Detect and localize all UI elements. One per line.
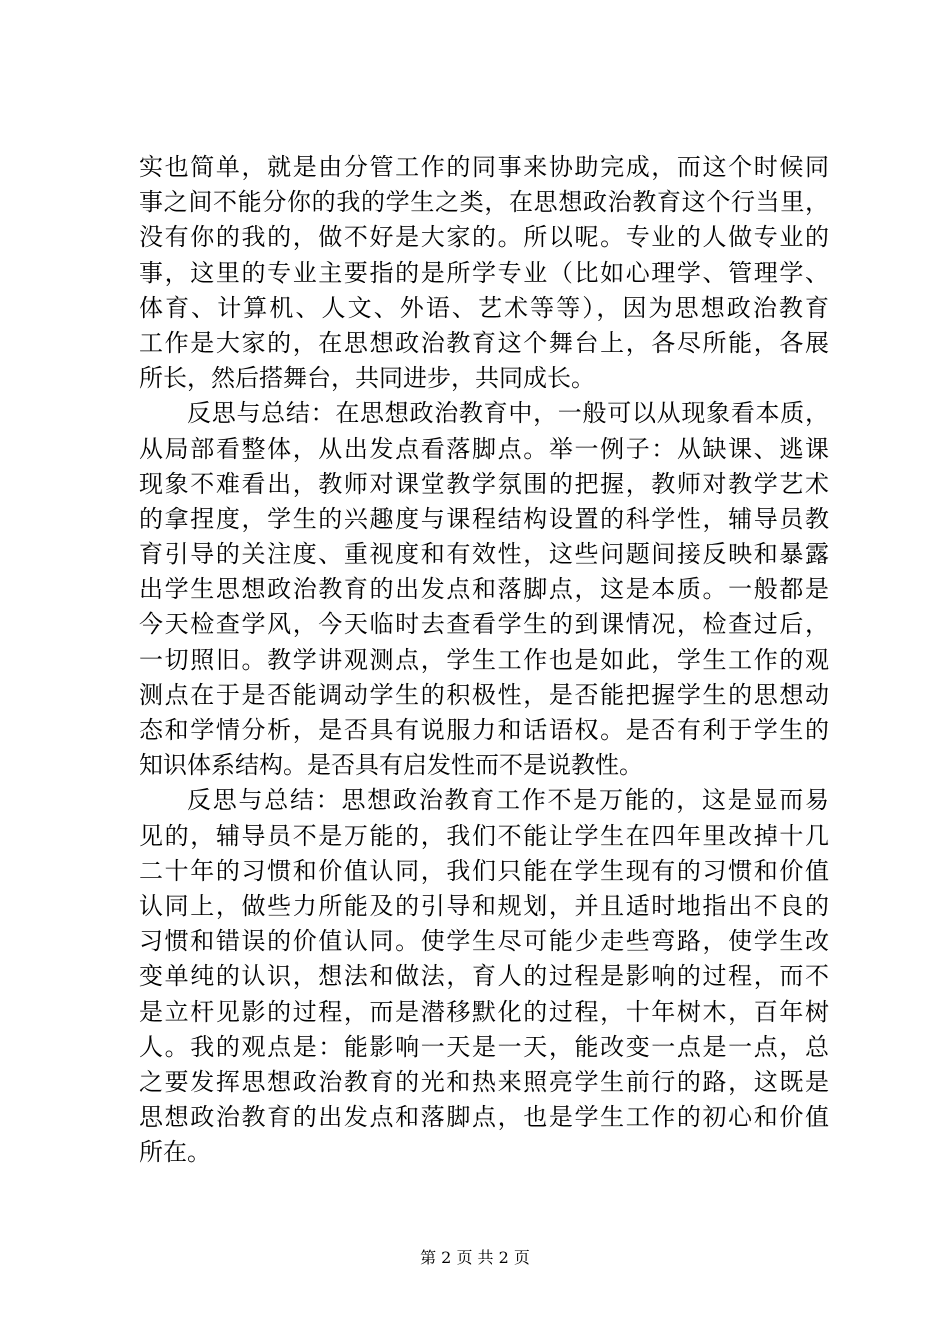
paragraph-line: 是立杆见影的过程，而是潜移默化的过程，十年树木，百年树 (139, 997, 829, 1026)
paragraph-line: 态和学情分析，是否具有说服力和话语权。是否有利于学生的 (139, 716, 829, 744)
paragraph-line: 人。我的观点是：能影响一天是一天，能改变一点是一点，总 (139, 1032, 829, 1061)
paragraph-line: 思想政治教育的出发点和落脚点，也是学生工作的初心和价值 (139, 1103, 829, 1132)
paragraph-line: 现象不难看出，教师对课堂教学氛围的把握，教师对教学艺术 (139, 469, 829, 498)
paragraph-line: 二十年的习惯和价值认同，我们只能在学生现有的习惯和价值 (139, 856, 829, 885)
paragraph-line: 的拿捏度，学生的兴趣度与课程结构设置的科学性，辅导员教 (139, 504, 829, 533)
paragraph-line: 变单纯的认识，想法和做法，育人的过程是影响的过程，而不 (139, 962, 829, 991)
paragraph-line: 认同上，做些力所能及的引导和规划，并且适时地指出不良的 (139, 891, 829, 920)
paragraph-2 (139, 396, 829, 783)
paragraph-line: 工作是大家的，在思想政治教育这个舞台上，各尽所能，各展 (139, 328, 829, 357)
page-footer (0, 1248, 950, 1268)
paragraph-line: 没有你的我的，做不好是大家的。所以呢。专业的人做专业的 (139, 223, 829, 252)
paragraph-line: 育引导的关注度、重视度和有效性，这些问题间接反映和暴露 (139, 540, 829, 569)
paragraph-line: 出学生思想政治教育的出发点和落脚点，这是本质。一般都是 (139, 575, 829, 604)
paragraph-line: 从局部看整体，从出发点看落脚点。举一例子：从缺课、逃课 (139, 434, 829, 463)
paragraph-line: 反思与总结：在思想政治教育中，一般可以从现象看本质， (187, 399, 829, 428)
paragraph-line: 所在。 (139, 1138, 211, 1167)
paragraph-line: 测点在于是否能调动学生的积极性，是否能把握学生的思想动 (139, 680, 829, 709)
paragraph-line: 一切照旧。教学讲观测点，学生工作也是如此，学生工作的观 (139, 645, 829, 674)
paragraph-line: 见的，辅导员不是万能的，我们不能让学生在四年里改掉十几 (139, 821, 829, 850)
paragraph-line: 事之间不能分你的我的学生之类，在思想政治教育这个行当里， (139, 188, 829, 217)
paragraph-3 (139, 783, 829, 1170)
paragraph-line: 习惯和错误的价值认同。使学生尽可能少走些弯路，使学生改 (139, 927, 829, 956)
paragraph-line: 体育、计算机、人文、外语、艺术等等），因为思想政治教育 (139, 293, 829, 322)
paragraph-line: 所长，然后搭舞台，共同进步，共同成长。 (139, 364, 595, 393)
paragraph-line: 反思与总结：思想政治教育工作不是万能的，这是显而易 (187, 786, 829, 815)
paragraph-line: 之要发挥思想政治教育的光和热来照亮学生前行的路，这既是 (139, 1067, 829, 1096)
paragraph-line: 事，这里的专业主要指的是所学专业（比如心理学、管理学、 (139, 258, 829, 287)
document-body (139, 150, 829, 1170)
paragraph-line: 实也简单，就是由分管工作的同事来协助完成，而这个时候同 (139, 153, 829, 181)
paragraph-line: 知识体系结构。是否具有启发性而不是说教性。 (139, 751, 643, 780)
page-number-label: 第 2 页 共 2 页 (420, 1248, 530, 1267)
paragraph-1 (139, 150, 829, 396)
paragraph-line: 今天检查学风，今天临时去查看学生的到课情况，检查过后， (139, 610, 829, 639)
